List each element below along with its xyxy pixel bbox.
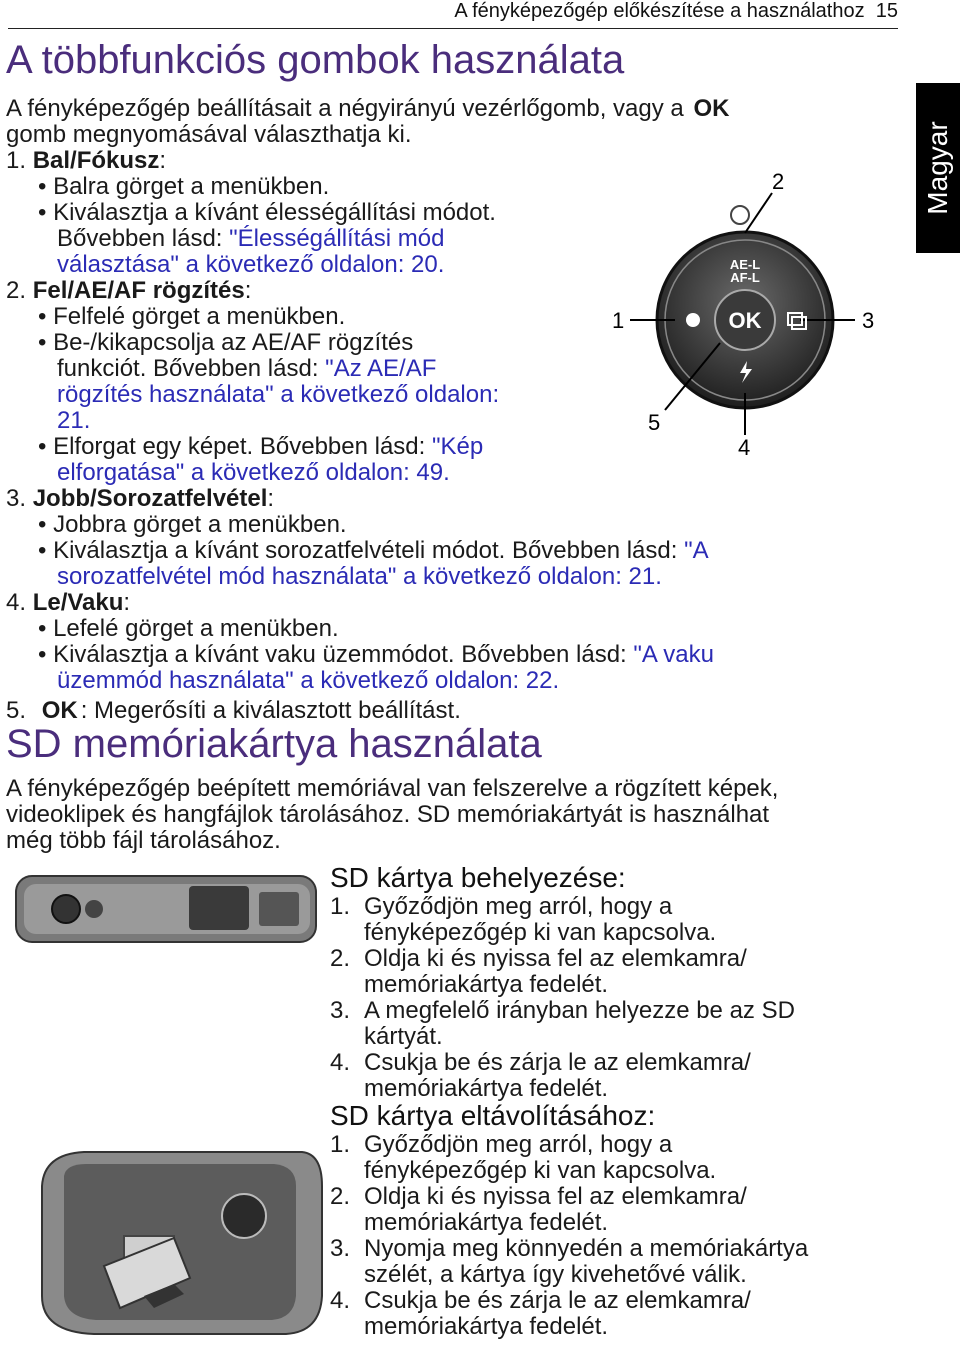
item-1-bullet-1: • Balra görget a menükben. (38, 173, 330, 200)
item-1-bullet-2-ref: Bővebben lásd: "Élességállítási mód (57, 225, 445, 252)
link-ae-af-lock-cont[interactable]: rögzítés használata" a következő oldalon: (57, 381, 500, 408)
remove_steps-step-1-number: 1. (330, 1131, 351, 1158)
section-title-sd-card: SD memóriakártya használata (6, 722, 542, 766)
intro-line-1: A fényképezőgép beállításait a négyirányú vezérlőgomb, vagy a OK (6, 96, 732, 122)
remove_steps-step-2-number: 2. (330, 1183, 351, 1210)
remove_steps-step-4-line-2: memóriakártya fedelét. (364, 1313, 609, 1340)
insert_steps-step-1-line-2: fényképezőgép ki van kapcsolva. (364, 919, 717, 946)
remove-heading: SD kártya eltávolításához: (330, 1100, 656, 1131)
remove_steps-step-1-line-1: Győződjön meg arról, hogy a (364, 1131, 673, 1158)
link-rotate-image[interactable]: "Kép (431, 433, 484, 460)
running-title: A fényképezőgép előkészítése a használathoz (454, 0, 865, 22)
insert_steps-step-3-number: 3. (330, 997, 351, 1024)
remove_steps-step-3-line-1: Nyomja meg könnyedén a memóriakártya (364, 1235, 809, 1262)
insert_steps-step-1-number: 1. (330, 893, 351, 920)
insert_steps-step-3-line-1: A megfelelő irányban helyezze be az SD (364, 997, 795, 1024)
language-tab-label: Magyar (922, 121, 953, 215)
item-4-heading: 4. Le/Vaku: (6, 589, 131, 616)
callout-3: 3 (862, 308, 875, 333)
sd-intro-line-2: videoklipek és hangfájlok tárolásához. SD memóriakártyát is használhat (6, 801, 770, 828)
item-3-heading: 3. Jobb/Sorozatfelvétel: (6, 485, 275, 512)
camera-sd-insert-illustration (34, 1146, 326, 1340)
intro-line-2: gomb megnyomásával választhatja ki. (6, 121, 412, 148)
item-3-bullet-1: • Jobbra görget a menükben. (38, 511, 347, 538)
ok-icon: OK (41, 697, 78, 724)
remove_steps-step-2-line-1: Oldja ki és nyissa fel az elemkamra/ (364, 1183, 747, 1210)
item-4-bullet-2: • Kiválasztja a kívánt vaku üzemmódot. Bővebben lásd: "A vaku (38, 641, 714, 668)
language-tab (916, 83, 960, 253)
item-3-bullet-2: • Kiválasztja a kívánt sorozatfelvételi módot. Bővebben lásd: "A (38, 537, 709, 564)
ok-icon: OK (693, 95, 730, 122)
link-continuous-shot[interactable]: "A (684, 537, 709, 564)
insert_steps-step-3-line-2: kártyát. (364, 1023, 443, 1050)
link-rotate-image-cont[interactable]: elforgatása" a következő oldalon: 49. (57, 459, 450, 486)
remove_steps-step-1-line-2: fényképezőgép ki van kapcsolva. (364, 1157, 717, 1184)
insert_steps-step-2-line-1: Oldja ki és nyissa fel az elemkamra/ (364, 945, 747, 972)
link-ae-af-lock-page[interactable]: 21. (57, 407, 91, 434)
remove_steps-step-2-line-2: memóriakártya fedelét. (364, 1209, 609, 1236)
macro-icon (686, 313, 700, 327)
remove_steps-step-3-line-2: szélét, a kártya így kivehetővé válik. (364, 1261, 747, 1288)
af-lock-label: AF-L (730, 270, 760, 285)
sd-intro-line-3: még több fájl tárolásához. (6, 827, 281, 854)
callout-2: 2 (772, 169, 785, 194)
link-continuous-shot-cont[interactable]: sorozatfelvétel mód használata" a következő oldalon: 21. (57, 563, 662, 590)
link-ae-af-lock[interactable]: "Az AE/AF (325, 355, 437, 382)
link-flash-mode[interactable]: "A vaku (633, 641, 714, 668)
remove_steps-step-4-number: 4. (330, 1287, 351, 1314)
callout-5: 5 (648, 410, 661, 435)
insert_steps-step-1-line-1: Győződjön meg arról, hogy a (364, 893, 673, 920)
link-flash-mode-cont[interactable]: üzemmód használata" a következő oldalon: 22. (57, 667, 560, 694)
header-rule (8, 28, 898, 29)
link-focus-mode-cont[interactable]: választása" a következő oldalon: 20. (57, 251, 445, 278)
insert_steps-step-2-line-2: memóriakártya fedelét. (364, 971, 609, 998)
insert_steps-step-4-line-1: Csukja be és zárja le az elemkamra/ (364, 1049, 751, 1076)
item-2-bullet-2-ref: funkciót. Bővebben lásd: "Az AE/AF (57, 355, 437, 382)
item-2-bullet-2: • Be-/kikapcsolja az AE/AF rögzítés (38, 329, 414, 356)
ae-lock-label: AE-L (729, 257, 761, 272)
remove_steps-step-4-line-1: Csukja be és zárja le az elemkamra/ (364, 1287, 751, 1314)
item-2-bullet-3: • Elforgat egy képet. Bővebben lásd: "Kép (38, 433, 484, 460)
insert_steps-step-4-number: 4. (330, 1049, 351, 1076)
link-focus-mode[interactable]: "Élességállítási mód (229, 225, 445, 252)
insert_steps-step-2-number: 2. (330, 945, 351, 972)
callout-4: 4 (738, 435, 751, 460)
rotate-icon (731, 206, 749, 224)
remove_steps-step-3-number: 3. (330, 1235, 351, 1262)
item-1-bullet-2: • Kiválasztja a kívánt élességállítási módot. (38, 199, 496, 226)
page-number: 15 (875, 0, 898, 22)
running-header (454, 0, 898, 23)
insert_steps-step-4-line-2: memóriakártya fedelét. (364, 1075, 609, 1102)
callout-1: 1 (612, 308, 625, 333)
camera-top-illustration (14, 872, 320, 948)
item-2-bullet-1: • Felfelé görget a menükben. (38, 303, 346, 330)
sd-intro-line-1: A fényképezőgép beépített memóriával van felszerelve a rögzített képek, (6, 775, 779, 802)
item-4-bullet-1: • Lefelé görget a menükben. (38, 615, 339, 642)
item-5: 5. OK : Megerősíti a kiválasztott beállítást. (6, 697, 461, 724)
ok-button-label: OK (728, 308, 762, 333)
section-title-multifunction: A többfunkciós gombok használata (6, 38, 625, 82)
item-1-heading: 1. Bal/Fókusz: (6, 147, 167, 174)
item-2-heading: 2. Fel/AE/AF rögzítés: (6, 277, 252, 304)
control-dial-illustration (600, 165, 890, 465)
insert-heading: SD kártya behelyezése: (330, 862, 626, 893)
